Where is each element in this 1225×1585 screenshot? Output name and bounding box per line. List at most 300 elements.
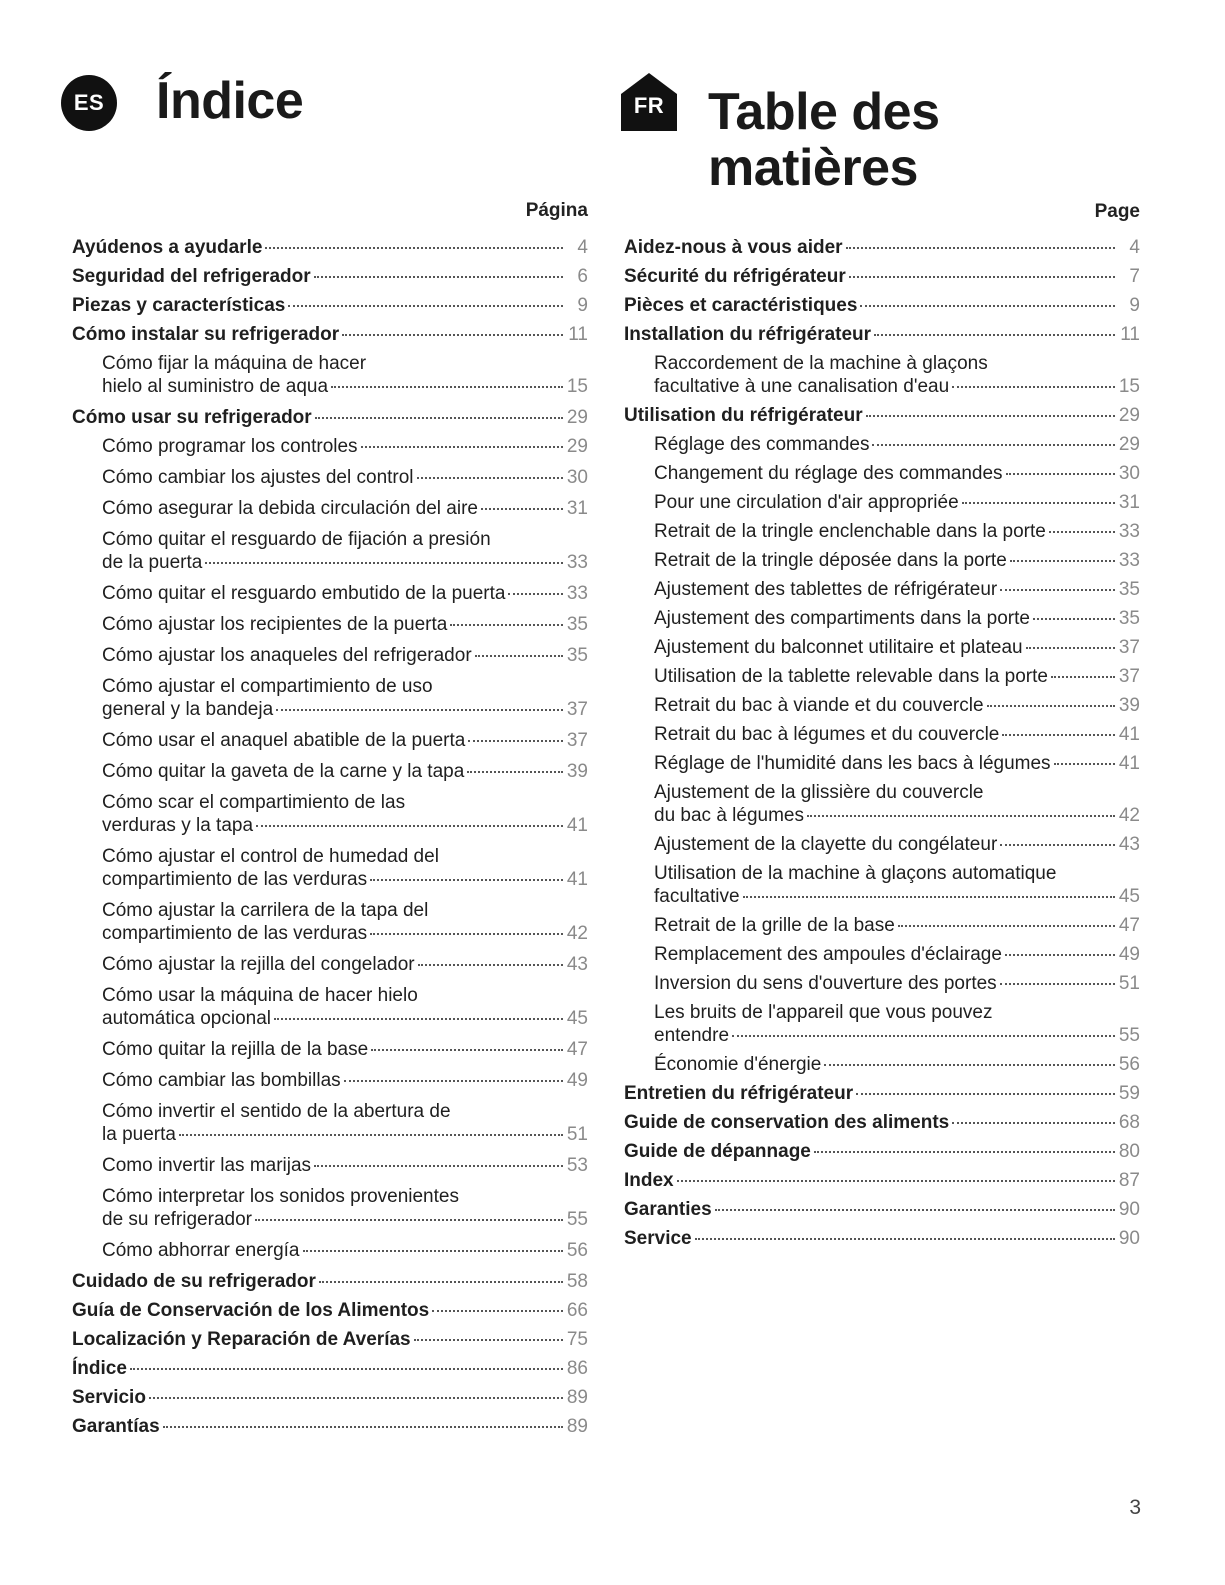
toc-entry-label: Ajustement de la clayette du congélateur xyxy=(654,834,998,855)
toc-entry-label: la puerta xyxy=(102,1124,176,1145)
dot-leader xyxy=(344,1080,563,1082)
toc-entry-page-number: 89 xyxy=(566,1416,588,1437)
toc-entry-label-line1: Raccordement de la machine à glaçons xyxy=(654,353,988,374)
toc-entry-label-line1: Cómo ajustar el compartimiento de uso xyxy=(102,676,433,697)
toc-entry-page-number: 7 xyxy=(1129,266,1140,287)
toc-entry-page-number: 41 xyxy=(1118,724,1140,745)
toc-entry-label: Ajustement des compartiments dans la porte xyxy=(654,608,1030,629)
toc-entry[interactable] xyxy=(624,1140,1140,1169)
toc-entry-row xyxy=(624,1111,1140,1134)
toc-entry[interactable] xyxy=(624,1082,1140,1111)
toc-entry-row xyxy=(102,1007,588,1030)
language-badge-es xyxy=(60,74,118,132)
toc-entry-page-number: 30 xyxy=(566,467,588,488)
toc-entry-page-number: 15 xyxy=(1118,376,1140,397)
dot-leader xyxy=(481,508,563,510)
toc-entry-row xyxy=(102,613,588,636)
toc-entry-label-line1: Cómo quitar el resguardo de fijación a presión xyxy=(102,529,491,550)
toc-entry-label: Retrait de la grille de la base xyxy=(654,915,895,936)
toc-entry-page-number: 11 xyxy=(1120,324,1140,345)
toc-entry[interactable] xyxy=(72,1415,588,1444)
toc-entry-row xyxy=(654,885,1140,908)
toc-entry-label: Servicio xyxy=(72,1387,146,1408)
toc-entry-label: Cómo cambiar los ajustes del control xyxy=(102,467,414,488)
toc-entry-label: facultative à une canalisation d'eau xyxy=(654,376,950,397)
dot-leader xyxy=(370,933,563,935)
toc-entry[interactable] xyxy=(624,1198,1140,1227)
toc-entry[interactable] xyxy=(624,1111,1140,1140)
toc-entry[interactable] xyxy=(624,862,1140,914)
toc-entry[interactable] xyxy=(72,791,588,845)
toc-entry-label: automática opcional xyxy=(102,1008,271,1029)
dot-leader xyxy=(179,1134,563,1136)
toc-entry-page-number: 47 xyxy=(566,1039,588,1060)
toc-entry[interactable] xyxy=(624,665,1140,694)
toc-entry[interactable] xyxy=(72,1299,588,1328)
dot-leader xyxy=(256,825,563,827)
toc-entry[interactable] xyxy=(624,1227,1140,1256)
toc-entry-page-number: 58 xyxy=(566,1271,588,1292)
toc-entry-page-number: 39 xyxy=(1118,695,1140,716)
dot-leader xyxy=(824,1064,1115,1066)
toc-entry-page-number: 56 xyxy=(1118,1054,1140,1075)
toc-entry[interactable] xyxy=(72,236,588,265)
toc-entry-row xyxy=(654,607,1140,630)
toc-entry-page-number: 87 xyxy=(1118,1170,1140,1191)
toc-entry-row xyxy=(624,294,1140,317)
toc-entry[interactable] xyxy=(624,1001,1140,1053)
toc-entry[interactable] xyxy=(72,613,588,644)
dot-leader xyxy=(807,815,1115,817)
dot-leader xyxy=(860,305,1115,307)
dot-leader xyxy=(288,305,563,307)
page-title-fr-line1: Table des xyxy=(708,83,940,141)
toc-entry-row xyxy=(72,1357,588,1380)
toc-entry-label: Cómo quitar el resguardo embutido de la puerta xyxy=(102,583,506,604)
toc-entry[interactable] xyxy=(624,833,1140,862)
toc-entry-page-number: 55 xyxy=(566,1209,588,1230)
toc-entry-row xyxy=(624,265,1140,288)
toc-entry[interactable] xyxy=(624,1053,1140,1082)
toc-entry-page-number: 9 xyxy=(577,295,588,316)
toc-entry-page-number: 49 xyxy=(566,1070,588,1091)
toc-entry-row xyxy=(102,1239,588,1262)
toc-entry[interactable] xyxy=(72,1239,588,1270)
toc-entry-label: Guide de dépannage xyxy=(624,1141,811,1162)
dot-leader xyxy=(849,276,1115,278)
toc-entry-row xyxy=(72,236,588,259)
toc-entry-page-number: 86 xyxy=(566,1358,588,1379)
toc-entry-row xyxy=(654,804,1140,827)
toc-entry-page-number: 66 xyxy=(566,1300,588,1321)
dot-leader xyxy=(715,1209,1115,1211)
toc-entry-row xyxy=(102,1069,588,1092)
toc-entry-label: Entretien du réfrigérateur xyxy=(624,1083,854,1104)
toc-entry-label: Ajustement du balconnet utilitaire et plateau xyxy=(654,637,1023,658)
dot-leader xyxy=(677,1180,1115,1182)
toc-entry-row xyxy=(102,814,588,837)
toc-entry[interactable] xyxy=(624,607,1140,636)
toc-entry-label-line1: Cómo usar la máquina de hacer hielo xyxy=(102,985,418,1006)
toc-entry-row xyxy=(72,294,588,317)
toc-entry-page-number: 33 xyxy=(1118,521,1140,542)
dot-leader xyxy=(450,624,563,626)
toc-entry-label: Utilisation de la tablette relevable dans la porte xyxy=(654,666,1048,687)
toc-entry-page-number: 43 xyxy=(1118,834,1140,855)
toc-entry-page-number: 75 xyxy=(566,1329,588,1350)
language-badge-fr xyxy=(620,72,678,132)
dot-leader xyxy=(342,334,563,336)
toc-entry-row xyxy=(102,644,588,667)
toc-entry[interactable] xyxy=(72,1328,588,1357)
toc-entry-label-line1: Les bruits de l'appareil que vous pouvez xyxy=(654,1002,993,1023)
toc-entry-page-number: 45 xyxy=(566,1008,588,1029)
page-title-fr xyxy=(708,84,940,196)
toc-entry-label-line1: Cómo invertir el sentido de la abertura de xyxy=(102,1101,451,1122)
toc-entry-label: Réglage de l'humidité dans les bacs à légumes xyxy=(654,753,1051,774)
toc-entry[interactable] xyxy=(72,1038,588,1069)
dot-leader xyxy=(276,709,563,711)
toc-entry[interactable] xyxy=(72,1357,588,1386)
toc-entry-page-number: 39 xyxy=(566,761,588,782)
toc-entry-label-line1: Cómo scar el compartimiento de las xyxy=(102,792,406,813)
toc-entry[interactable] xyxy=(72,294,588,323)
toc-entry-row xyxy=(102,698,588,721)
toc-entry-label: Cómo cambiar las bombillas xyxy=(102,1070,341,1091)
badge-label: ES xyxy=(73,90,105,115)
toc-entry-label: Como invertir las marijas xyxy=(102,1155,312,1176)
toc-entry-label-line1: Ajustement de la glissière du couvercle xyxy=(654,782,984,803)
toc-entry-row xyxy=(102,760,588,783)
dot-leader xyxy=(130,1368,563,1370)
toc-entry-label: Cómo programar los controles xyxy=(102,436,358,457)
dot-leader xyxy=(1026,647,1115,649)
toc-entry[interactable] xyxy=(72,675,588,729)
dot-leader xyxy=(1000,844,1115,846)
toc-entry-row xyxy=(654,972,1140,995)
toc-entry-row xyxy=(102,375,588,398)
toc-entry-label: facultative xyxy=(654,886,740,907)
toc-list-fr xyxy=(624,236,1140,1256)
dot-leader xyxy=(475,655,563,657)
toc-entry-page-number: 30 xyxy=(1118,463,1140,484)
toc-entry-row xyxy=(102,922,588,945)
toc-entry-page-number: 80 xyxy=(1118,1141,1140,1162)
dot-leader xyxy=(952,1122,1115,1124)
toc-entry[interactable] xyxy=(72,644,588,675)
toc-entry[interactable] xyxy=(624,578,1140,607)
toc-entry[interactable] xyxy=(624,265,1140,294)
toc-entry-row xyxy=(102,953,588,976)
toc-entry-row xyxy=(72,1415,588,1438)
toc-entry-label: Utilisation du réfrigérateur xyxy=(624,405,863,426)
toc-entry-page-number: 68 xyxy=(1118,1112,1140,1133)
page-column-heading-es: Página xyxy=(525,200,588,221)
toc-entry-label: Localización y Reparación de Averías xyxy=(72,1329,411,1350)
toc-entry-page-number: 41 xyxy=(1118,753,1140,774)
toc-entry-label: Garanties xyxy=(624,1199,712,1220)
toc-entry-page-number: 29 xyxy=(1118,434,1140,455)
toc-entry-row xyxy=(654,833,1140,856)
toc-entry[interactable] xyxy=(624,491,1140,520)
toc-entry-row xyxy=(654,636,1140,659)
toc-entry-row xyxy=(654,520,1140,543)
dot-leader xyxy=(898,925,1115,927)
toc-entry-page-number: 33 xyxy=(566,552,588,573)
toc-entry-label: de su refrigerador xyxy=(102,1209,252,1230)
toc-entry-page-number: 29 xyxy=(566,436,588,457)
toc-entry-label: Retrait du bac à viande et du couvercle xyxy=(654,695,984,716)
toc-entry-page-number: 37 xyxy=(566,699,588,720)
toc-entry-label: Service xyxy=(624,1228,692,1249)
toc-entry-row xyxy=(72,406,588,429)
toc-entry-label: Pour une circulation d'air appropriée xyxy=(654,492,959,513)
dot-leader xyxy=(1002,734,1115,736)
toc-entry-label: Cómo ajustar los anaqueles del refrigerador xyxy=(102,645,472,666)
dot-leader xyxy=(255,1219,563,1221)
dot-leader xyxy=(361,446,563,448)
toc-entry-label: Seguridad del refrigerador xyxy=(72,266,311,287)
toc-entry-row xyxy=(102,551,588,574)
toc-entry-label: general y la bandeja xyxy=(102,699,274,720)
dot-leader xyxy=(695,1238,1115,1240)
dot-leader xyxy=(414,1339,563,1341)
dot-leader xyxy=(303,1250,564,1252)
toc-entry[interactable] xyxy=(72,1270,588,1299)
toc-entry-row xyxy=(654,694,1140,717)
dot-leader xyxy=(265,247,563,249)
toc-entry-label: entendre xyxy=(654,1025,730,1046)
toc-entry-page-number: 35 xyxy=(566,645,588,666)
dot-leader xyxy=(319,1281,563,1283)
toc-entry-row xyxy=(654,549,1140,572)
toc-entry[interactable] xyxy=(72,528,588,582)
dot-leader xyxy=(814,1151,1115,1153)
toc-entry-label: Garantías xyxy=(72,1416,160,1437)
toc-entry-row xyxy=(102,435,588,458)
toc-entry[interactable] xyxy=(624,636,1140,665)
toc-entry-page-number: 43 xyxy=(566,954,588,975)
toc-entry-page-number: 90 xyxy=(1118,1199,1140,1220)
toc-entry[interactable] xyxy=(624,943,1140,972)
toc-entry-label: Índice xyxy=(72,1358,127,1379)
toc-entry[interactable] xyxy=(624,404,1140,433)
toc-entry-label: Retrait du bac à légumes et du couvercle xyxy=(654,724,1000,745)
dot-leader xyxy=(846,247,1115,249)
toc-entry-page-number: 33 xyxy=(566,583,588,604)
toc-entry-label: Guide de conservation des aliments xyxy=(624,1112,950,1133)
toc-entry-label: Retrait de la tringle déposée dans la porte xyxy=(654,550,1007,571)
dot-leader xyxy=(274,1018,563,1020)
toc-entry[interactable] xyxy=(72,899,588,953)
toc-entry-page-number: 42 xyxy=(1118,805,1140,826)
toc-entry-page-number: 29 xyxy=(566,407,588,428)
toc-entry[interactable] xyxy=(72,1185,588,1239)
toc-entry-row xyxy=(654,491,1140,514)
toc-entry-page-number: 51 xyxy=(1118,973,1140,994)
toc-entry[interactable] xyxy=(72,1386,588,1415)
dot-leader xyxy=(467,771,563,773)
dot-leader xyxy=(872,444,1115,446)
toc-list-es xyxy=(72,236,588,1444)
dot-leader xyxy=(743,896,1115,898)
toc-entry[interactable] xyxy=(624,352,1140,404)
toc-entry[interactable] xyxy=(72,265,588,294)
toc-entry-row xyxy=(654,723,1140,746)
toc-entry-label: Guía de Conservación de los Alimentos xyxy=(72,1300,430,1321)
toc-entry-row xyxy=(102,582,588,605)
toc-entry[interactable] xyxy=(624,781,1140,833)
dot-leader xyxy=(1006,473,1115,475)
toc-entry[interactable] xyxy=(72,466,588,497)
toc-entry-row xyxy=(654,578,1140,601)
dot-leader xyxy=(315,417,563,419)
toc-entry[interactable] xyxy=(624,694,1140,723)
badge-label: FR xyxy=(633,93,665,118)
toc-entry-row xyxy=(72,265,588,288)
toc-entry[interactable] xyxy=(72,845,588,899)
toc-entry-label: Installation du réfrigérateur xyxy=(624,324,872,345)
toc-entry-label: Pièces et caractéristiques xyxy=(624,295,858,316)
toc-entry-label: Cómo quitar la rejilla de la base xyxy=(102,1039,369,1060)
toc-entry-row xyxy=(102,466,588,489)
toc-entry[interactable] xyxy=(624,294,1140,323)
dot-leader xyxy=(987,705,1115,707)
toc-entry-label: Cómo usar su refrigerador xyxy=(72,407,312,428)
toc-entry[interactable] xyxy=(624,462,1140,491)
toc-entry-label: verduras y la tapa xyxy=(102,815,254,836)
toc-entry-row xyxy=(654,914,1140,937)
dot-leader xyxy=(866,415,1115,417)
toc-entry-label: Cómo usar el anaquel abatible de la puerta xyxy=(102,730,466,751)
dot-leader xyxy=(508,593,563,595)
toc-entry[interactable] xyxy=(72,323,588,352)
toc-entry[interactable] xyxy=(624,1169,1140,1198)
toc-entry[interactable] xyxy=(72,406,588,435)
toc-entry[interactable] xyxy=(72,497,588,528)
toc-entry-row xyxy=(624,1140,1140,1163)
toc-entry-label: Inversion du sens d'ouverture des portes xyxy=(654,973,997,994)
toc-entry-row xyxy=(654,375,1140,398)
toc-entry-row xyxy=(102,1154,588,1177)
dot-leader xyxy=(1000,589,1115,591)
toc-entry-label: Cómo asegurar la debida circulación del aire xyxy=(102,498,478,519)
dot-leader xyxy=(417,477,563,479)
toc-entry-page-number: 11 xyxy=(568,324,588,345)
toc-entry-label: Sécurité du réfrigérateur xyxy=(624,266,846,287)
toc-entry-label-line1: Cómo ajustar el control de humedad del xyxy=(102,846,439,867)
dot-leader xyxy=(952,386,1115,388)
toc-entry-row xyxy=(654,462,1140,485)
toc-entry-page-number: 4 xyxy=(577,237,588,258)
dot-leader xyxy=(314,1165,563,1167)
toc-entry-label: Ajustement des tablettes de réfrigérateur xyxy=(654,579,998,600)
toc-entry[interactable] xyxy=(72,953,588,984)
toc-entry-row xyxy=(102,497,588,520)
dot-leader xyxy=(370,879,563,881)
toc-entry-label: Aidez-nous à vous aider xyxy=(624,237,843,258)
dot-leader xyxy=(856,1093,1115,1095)
toc-entry[interactable] xyxy=(624,433,1140,462)
toc-entry-page-number: 89 xyxy=(566,1387,588,1408)
toc-entry-label: compartimiento de las verduras xyxy=(102,923,368,944)
toc-entry[interactable] xyxy=(72,1154,588,1185)
toc-entry-row xyxy=(654,943,1140,966)
toc-entry[interactable] xyxy=(72,729,588,760)
toc-entry-page-number: 35 xyxy=(1118,579,1140,600)
toc-entry[interactable] xyxy=(624,323,1140,352)
page-title-fr-line2: matières xyxy=(708,139,918,197)
dot-leader xyxy=(432,1310,563,1312)
dot-leader xyxy=(962,502,1115,504)
toc-entry-page-number: 41 xyxy=(566,869,588,890)
toc-entry-row xyxy=(102,729,588,752)
toc-entry-page-number: 41 xyxy=(566,815,588,836)
dot-leader xyxy=(1005,954,1115,956)
toc-entry[interactable] xyxy=(72,1069,588,1100)
toc-entry-label: Cuidado de su refrigerador xyxy=(72,1271,316,1292)
toc-entry-label-line1: Cómo interpretar los sonidos provenientes xyxy=(102,1186,459,1207)
toc-entry[interactable] xyxy=(624,752,1140,781)
toc-entry-label-line1: Cómo ajustar la carrilera de la tapa del xyxy=(102,900,429,921)
toc-entry[interactable] xyxy=(624,914,1140,943)
dot-leader xyxy=(874,334,1115,336)
page-number: 3 xyxy=(1129,1496,1141,1519)
toc-entry-label: Économie d'énergie xyxy=(654,1054,822,1075)
toc-entry-label: Ayúdenos a ayudarle xyxy=(72,237,263,258)
toc-entry-row xyxy=(72,1328,588,1351)
toc-entry[interactable] xyxy=(72,582,588,613)
dot-leader xyxy=(1000,983,1115,985)
toc-entry[interactable] xyxy=(624,520,1140,549)
toc-entry[interactable] xyxy=(72,984,588,1038)
toc-entry[interactable] xyxy=(72,352,588,406)
toc-entry-label: Retrait de la tringle enclenchable dans la porte xyxy=(654,521,1046,542)
toc-entry-page-number: 45 xyxy=(1118,886,1140,907)
toc-entry[interactable] xyxy=(624,549,1140,578)
toc-entry-page-number: 37 xyxy=(1118,637,1140,658)
toc-entry-row xyxy=(624,1169,1140,1192)
dot-leader xyxy=(314,276,563,278)
dot-leader xyxy=(331,386,563,388)
toc-entry-page-number: 15 xyxy=(566,376,588,397)
toc-entry[interactable] xyxy=(72,1100,588,1154)
toc-entry-row xyxy=(72,1386,588,1409)
toc-entry-label: Remplacement des ampoules d'éclairage xyxy=(654,944,1002,965)
toc-entry[interactable] xyxy=(624,236,1140,265)
toc-entry-row xyxy=(654,1053,1140,1076)
toc-entry-row xyxy=(102,868,588,891)
toc-entry-row xyxy=(654,1024,1140,1047)
toc-entry[interactable] xyxy=(72,760,588,791)
toc-entry-row xyxy=(624,236,1140,259)
toc-entry-row xyxy=(624,404,1140,427)
dot-leader xyxy=(149,1397,563,1399)
toc-entry-label: du bac à légumes xyxy=(654,805,804,826)
toc-entry-page-number: 4 xyxy=(1129,237,1140,258)
toc-entry-page-number: 37 xyxy=(566,730,588,751)
dot-leader xyxy=(468,740,563,742)
dot-leader xyxy=(371,1049,563,1051)
toc-entry-page-number: 56 xyxy=(566,1240,588,1261)
toc-entry-label: hielo al suministro de aqua xyxy=(102,376,329,397)
toc-entry[interactable] xyxy=(72,435,588,466)
toc-entry-page-number: 42 xyxy=(566,923,588,944)
page-column-heading-fr: Page xyxy=(1094,201,1140,222)
toc-entry[interactable] xyxy=(624,723,1140,752)
toc-entry-page-number: 33 xyxy=(1118,550,1140,571)
toc-entry[interactable] xyxy=(624,972,1140,1001)
